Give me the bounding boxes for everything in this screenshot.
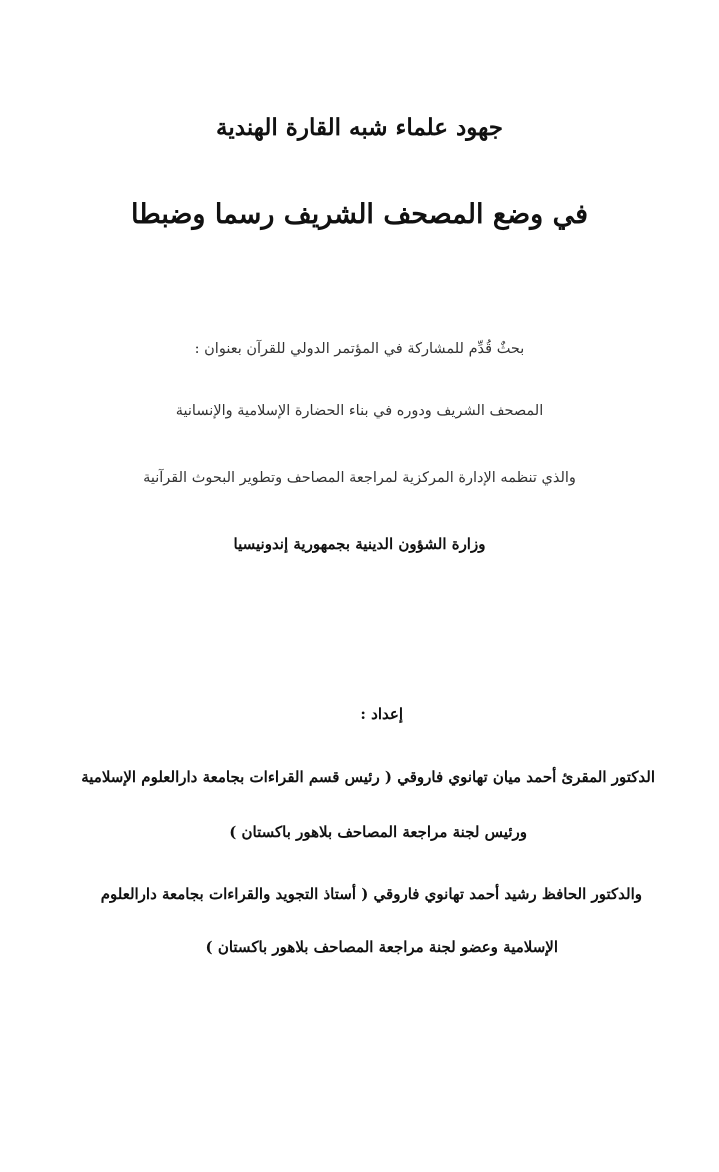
author-2-line-1: والدكتور الحافظ رشيد أحمد تهانوي فاروقي ( أستاذ التجويد والقراءات بجامعة دارالعلوم — [100, 885, 642, 903]
author-1-line-1: الدكتور المقرئ أحمد ميان تهانوي فاروقي ( رئيس قسم القراءات بجامعة دارالعلوم الإسلامية — [81, 768, 655, 786]
prepared-by-label: إعداد : — [360, 705, 403, 723]
ministry-name: وزارة الشؤون الدينية بجمهورية إندونيسيا — [233, 535, 486, 553]
author-2-line-2: الإسلامية وعضو لجنة مراجعة المصاحف بلاهور باكستان ) — [205, 938, 558, 956]
conference-organizer-text: والذي تنظمه الإدارة المركزية لمراجعة المصاحف وتطوير البحوث القرآنية — [143, 470, 576, 486]
document-title-line-2: في وضع المصحف الشريف رسما وضبطا — [130, 199, 589, 230]
conference-intro-text: بحثٌ قُدِّم للمشاركة في المؤتمر الدولي للقرآن بعنوان : — [194, 341, 525, 357]
document-title-line-1: جهود علماء شبه القارة الهندية — [216, 114, 503, 141]
author-1-line-2: ورئيس لجنة مراجعة المصاحف بلاهور باكستان ) — [229, 823, 527, 841]
conference-theme-text: المصحف الشريف ودوره في بناء الحضارة الإسلامية والإنسانية — [175, 403, 544, 419]
